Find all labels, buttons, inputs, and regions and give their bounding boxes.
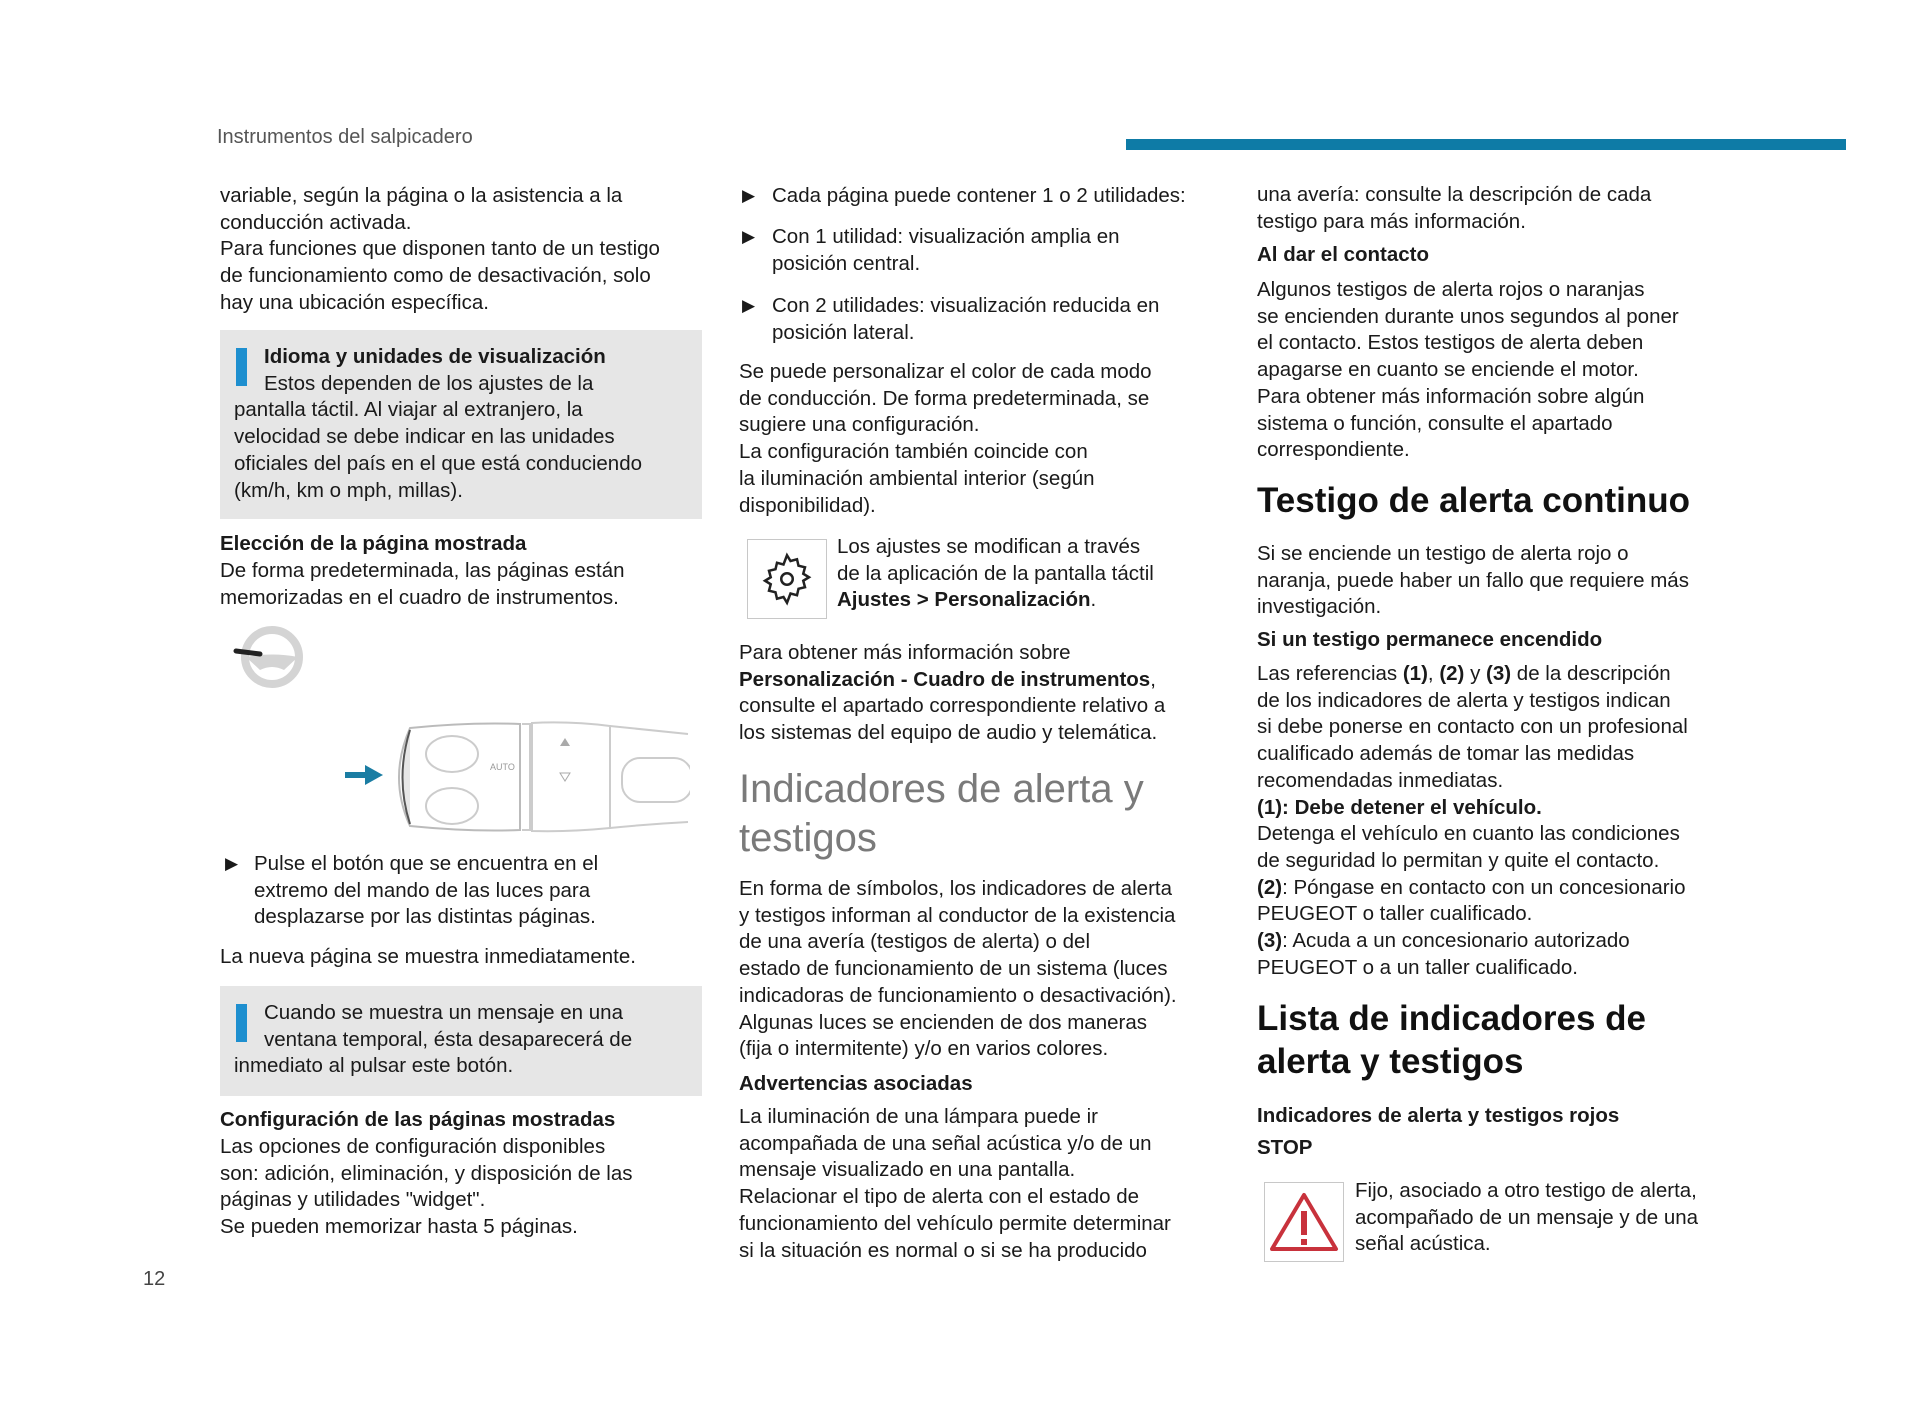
bullet-item: [739, 293, 1159, 346]
text-line: memorizadas en el cuadro de instrumentos.: [220, 585, 619, 609]
paragraph: [220, 944, 636, 971]
icon-note: [739, 534, 1154, 614]
paragraph: [1257, 661, 1688, 981]
section-heading: [1257, 997, 1646, 1083]
text-line: Estos dependen de los ajustes de la: [264, 371, 594, 395]
text-line: [234, 344, 690, 371]
paragraph: [1257, 182, 1651, 235]
text-line: (fija o intermitente) y/o en varios colores.: [739, 1037, 1109, 1061]
text-line: Testigo de alerta continuo: [1257, 481, 1691, 520]
bullet-arrow-icon: ▶: [742, 186, 756, 205]
text-line: si la situación es normal o si se ha producido: [739, 1238, 1147, 1262]
text-line: de los indicadores de alerta y testigos indican: [1257, 688, 1671, 712]
bullet-item: [739, 183, 1186, 210]
text-line: recomendadas inmediatas.: [1257, 768, 1504, 792]
text-line: Lista de indicadores de: [1257, 999, 1646, 1038]
text-line: Indicadores de alerta y: [739, 767, 1144, 811]
info-icon: [236, 1004, 247, 1042]
paragraph: [1257, 541, 1689, 621]
text-line: de la aplicación de la pantalla táctil: [837, 561, 1154, 585]
paragraph: [739, 640, 1165, 747]
text-line: Algunas luces se encienden de dos maneras: [739, 1010, 1147, 1034]
text-line: una avería: consulte la descripción de cada: [1257, 183, 1652, 206]
bullet-arrow-icon: ▶: [742, 227, 756, 246]
text-line: Los ajustes se modifican a través: [837, 535, 1141, 558]
text-line: de funcionamiento como de desactivación, solo: [220, 264, 651, 288]
info-note-box: [220, 330, 702, 519]
header-accent-bar: [1126, 139, 1846, 150]
paragraph: [220, 183, 660, 317]
gear-icon: [747, 539, 827, 619]
bold-text: (1): [1402, 662, 1428, 685]
text-line: Las opciones de configuración disponibles: [220, 1135, 606, 1158]
text-line: señal acústica.: [1355, 1232, 1491, 1256]
text-line: La nueva página se muestra inmediatamente.: [220, 945, 636, 968]
text-line: testigo para más información.: [1257, 209, 1526, 233]
text-line: de seguridad lo permitan y quite el contacto.: [1257, 848, 1660, 872]
subheading: [220, 1107, 615, 1134]
bold-text: (2): [1439, 662, 1465, 685]
text-line: de una avería (testigos de alerta) o del: [739, 930, 1090, 954]
text-line: La iluminación de una lámpara puede ir: [739, 1105, 1098, 1128]
section-heading: [1257, 479, 1690, 522]
text-line: PEUGEOT o taller cualificado.: [1257, 902, 1533, 926]
text-line: Algunos testigos de alerta rojos o naranjas: [1257, 278, 1645, 301]
svg-text:AUTO: AUTO: [490, 762, 515, 772]
text: Las referencias: [1257, 662, 1403, 685]
text-line: sugiere una configuración.: [739, 413, 980, 437]
text-line: ventana temporal, ésta desaparecerá de: [264, 1027, 633, 1051]
text-line: Para obtener más información sobre algún: [1257, 384, 1645, 408]
text-line: Si un testigo permanece encendido: [1257, 628, 1603, 651]
text-line: Cuando se muestra un mensaje en una: [264, 1001, 623, 1024]
text-line: [1257, 928, 1688, 955]
text-line: de conducción. De forma predeterminada, se: [739, 386, 1150, 410]
text-line: testigos: [739, 816, 877, 860]
text-line: hay una ubicación específica.: [220, 290, 489, 314]
text-line: [1257, 661, 1688, 688]
text-line: Detenga el vehículo en cuanto las condiciones: [1257, 822, 1680, 846]
text-line: Cada página puede contener 1 o 2 utilidades:: [772, 184, 1186, 207]
text-line: apagarse en cuanto se enciende el motor.: [1257, 358, 1639, 382]
text-line: Fijo, asociado a otro testigo de alerta,: [1355, 1179, 1697, 1202]
bold-text: Personalización - Cuadro de instrumentos: [739, 667, 1151, 691]
text-line: el contacto. Estos testigos de alerta deben: [1257, 331, 1644, 355]
text-line: correspondiente.: [1257, 438, 1410, 462]
text-line: desplazarse por las distintas páginas.: [254, 905, 596, 929]
text-line: [1257, 875, 1688, 902]
subheading: [1257, 1135, 1312, 1162]
text-line: la iluminación ambiental interior (según: [739, 466, 1095, 490]
text: ,: [1150, 667, 1156, 691]
bold-text: (3): [1486, 662, 1512, 685]
text-line: inmediato al pulsar este botón.: [234, 1054, 514, 1078]
paragraph: [739, 876, 1177, 1063]
section-title: Instrumentos del salpicadero: [217, 126, 473, 148]
text: : Póngase en contacto con un concesionario: [1282, 875, 1686, 899]
text-line: disponibilidad).: [739, 493, 876, 517]
text-line: sistema o función, consulte el apartado: [1257, 411, 1613, 435]
text-line: STOP: [1257, 1136, 1313, 1159]
bullet-item: [739, 224, 1120, 277]
text-line: indicadoras de funcionamiento o desactivación).: [739, 983, 1177, 1007]
text-line: [837, 587, 1154, 614]
text-line: Al dar el contacto: [1257, 243, 1430, 266]
bold-text: (1): Debe detener el vehículo.: [1257, 795, 1542, 819]
text-line: [1257, 795, 1688, 822]
bold-text: (2): [1257, 875, 1283, 899]
text-line: Para funciones que disponen tanto de un testigo: [220, 237, 660, 261]
text-line: Con 2 utilidades: visualización reducida en: [772, 294, 1160, 317]
page-number: 12: [143, 1268, 166, 1290]
info-note-box: [220, 986, 702, 1096]
text-line: pantalla táctil. Al viajar al extranjero, la: [234, 398, 583, 422]
text-line: PEUGEOT o a un taller cualificado.: [1257, 955, 1578, 979]
text-line: Para obtener más información sobre: [739, 641, 1071, 664]
text-line: (km/h, km o mph, millas).: [234, 478, 463, 502]
text-line: Si se enciende un testigo de alerta rojo o: [1257, 542, 1629, 565]
text-line: Configuración de las páginas mostradas: [220, 1108, 616, 1131]
text-line: Se pueden memorizar hasta 5 páginas.: [220, 1215, 578, 1239]
bold-text: (3): [1257, 929, 1283, 953]
text-line: En forma de símbolos, los indicadores de alerta: [739, 877, 1173, 900]
subheading: [1257, 242, 1429, 269]
bullet-item: [220, 851, 598, 931]
subheading: [1257, 627, 1602, 654]
text-line: conducción activada.: [220, 210, 412, 234]
subheading: [1257, 1103, 1619, 1130]
paragraph: [220, 1134, 633, 1241]
text-line: los sistemas del equipo de audio y telemática.: [739, 721, 1158, 745]
text-line: mensaje visualizado en una pantalla.: [739, 1158, 1076, 1182]
text-line: se encienden durante unos segundos al poner: [1257, 304, 1679, 328]
text-line: De forma predeterminada, las páginas están: [220, 559, 625, 582]
light-stalk-illustration: [270, 718, 690, 843]
text: de la descripción: [1511, 662, 1671, 685]
text-line: Pulse el botón que se encuentra en el: [254, 852, 599, 875]
text-line: velocidad se debe indicar en las unidades: [234, 425, 615, 449]
text-line: investigación.: [1257, 595, 1382, 619]
paragraph: [739, 1104, 1171, 1264]
text-line: cualificado además de tomar las medidas: [1257, 742, 1635, 766]
text-line: y testigos informan al conductor de la existencia: [739, 903, 1176, 927]
text: y: [1464, 662, 1487, 685]
text-line: oficiales del país en el que está conduciendo: [234, 451, 643, 475]
text-line: funcionamiento del vehículo permite determinar: [739, 1211, 1171, 1235]
text-line: variable, según la página o la asistencia a la: [220, 184, 623, 207]
steering-wheel-icon: [232, 624, 310, 690]
text-line: acompañada de una señal acústica y/o de un: [739, 1131, 1152, 1155]
warning-triangle-icon: [1264, 1182, 1344, 1262]
text-line: alerta y testigos: [1257, 1042, 1524, 1081]
paragraph: [1257, 277, 1679, 464]
info-icon: [236, 348, 247, 386]
section-heading: [739, 765, 1144, 863]
icon-note: [1257, 1178, 1698, 1258]
text-line: Elección de la página mostrada: [220, 532, 527, 555]
text-line: páginas y utilidades "widget".: [220, 1188, 486, 1212]
text-line: Con 1 utilidad: visualización amplia en: [772, 225, 1120, 248]
text-line: estado de funcionamiento de un sistema (luces: [739, 957, 1168, 981]
text-line: posición lateral.: [772, 320, 915, 344]
paragraph: [739, 359, 1152, 519]
text-line: naranja, puede haber un fallo que requiere más: [1257, 568, 1689, 592]
text-line: Se puede personalizar el color de cada modo: [739, 360, 1152, 383]
text-line: consulte el apartado correspondiente relativo a: [739, 694, 1166, 718]
text: .: [1090, 588, 1097, 612]
subheading: [739, 1071, 973, 1098]
text-line: Advertencias asociadas: [739, 1072, 973, 1095]
bullet-arrow-icon: ▶: [742, 296, 756, 315]
text: : Acuda a un concesionario autorizado: [1282, 929, 1630, 953]
bold-text: Ajustes > Personalización: [837, 588, 1091, 612]
bullet-arrow-icon: ▶: [225, 854, 239, 873]
text-line: [739, 667, 1165, 694]
text-line: Indicadores de alerta y testigos rojos: [1257, 1104, 1620, 1127]
text-line: Relacionar el tipo de alerta con el estado de: [739, 1185, 1140, 1209]
bold-text: Idioma y unidades de visualización: [264, 345, 606, 368]
text-line: acompañado de un mensaje y de una: [1355, 1205, 1699, 1229]
text-line: son: adición, eliminación, y disposición de las: [220, 1161, 633, 1185]
text-line: si debe ponerse en contacto con un profesional: [1257, 715, 1688, 739]
text: ,: [1427, 662, 1440, 685]
text-line: extremo del mando de las luces para: [254, 878, 591, 902]
text-line: posición central.: [772, 251, 921, 275]
paragraph: [220, 558, 625, 611]
text-line: La configuración también coincide con: [739, 440, 1088, 464]
subheading: [220, 531, 526, 558]
